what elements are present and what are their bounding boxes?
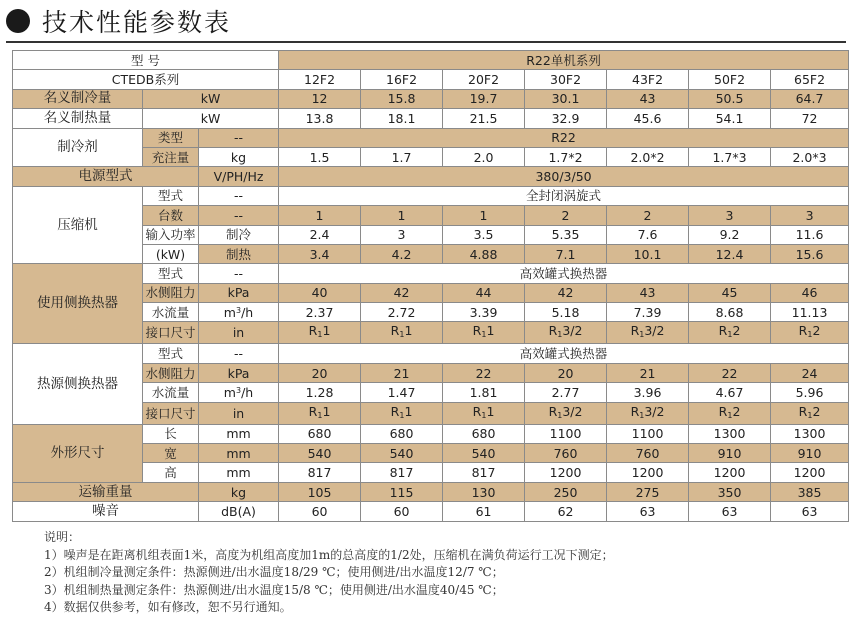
note-line: 2）机组制冷量测定条件：热源侧进/出水温度18/29 ℃；使用侧进/出水温度12/7 ℃；	[44, 565, 504, 580]
value-cell: 13.8	[279, 109, 361, 128]
sub-label: 接口尺寸	[143, 402, 199, 424]
group-label: 制冷剂	[13, 128, 143, 167]
value-cell: 2	[607, 206, 689, 225]
value-cell: 42	[525, 283, 607, 302]
sub-label: 型式	[143, 186, 199, 205]
value-cell: 910	[689, 444, 771, 463]
sub-label: 类型	[143, 128, 199, 147]
value-cell: 10.1	[607, 244, 689, 263]
value-cell: 12F2	[279, 70, 361, 89]
unit-cell: --	[199, 264, 279, 283]
sub-label: 充注量	[143, 147, 199, 166]
value-cell: 5.35	[525, 225, 607, 244]
value-cell: 61	[443, 502, 525, 521]
value-cell: 43	[607, 283, 689, 302]
table-row	[13, 128, 849, 147]
value-cell: 3.5	[443, 225, 525, 244]
value-cell: $R_11$	[361, 402, 443, 424]
sub-label: 型式	[143, 264, 199, 283]
unit-cell: mm	[199, 444, 279, 463]
value-cell: $R_11$	[361, 322, 443, 344]
sub-label: 长	[143, 424, 199, 443]
group-label: 外形尺寸	[13, 424, 143, 482]
value-cell: $R_12$	[689, 402, 771, 424]
value-cell: 21	[361, 363, 443, 382]
value-cell: 1200	[771, 463, 849, 482]
value-cell: 20	[525, 363, 607, 382]
unit-cell: dB(A)	[199, 502, 279, 521]
sub-label: 输入功率	[143, 225, 199, 244]
unit-cell: --	[199, 344, 279, 363]
value-cell: 9.2	[689, 225, 771, 244]
value-cell: 22	[443, 363, 525, 382]
value-cell: 1200	[689, 463, 771, 482]
value-cell: 4.88	[443, 244, 525, 263]
value-cell: 11.6	[771, 225, 849, 244]
value-cell: 24	[771, 363, 849, 382]
value-cell: 540	[361, 444, 443, 463]
value-cell: 2.77	[525, 383, 607, 402]
value-cell: 1.7	[361, 147, 443, 166]
value-cell: 1200	[525, 463, 607, 482]
unit-cell: in	[199, 322, 279, 344]
value-cell: 380/3/50	[279, 167, 849, 186]
unit-cell: kW	[143, 89, 279, 108]
notes	[44, 529, 614, 617]
value-cell: 高效罐式换热器	[279, 344, 849, 363]
unit-cell: kPa	[199, 363, 279, 382]
value-cell: 12.4	[689, 244, 771, 263]
value-cell: 21.5	[443, 109, 525, 128]
value-cell: 1100	[607, 424, 689, 443]
unit-cell: kPa	[199, 283, 279, 302]
page-title	[6, 4, 231, 38]
value-cell: 1.7*2	[525, 147, 607, 166]
value-cell: $R_13/2$	[607, 322, 689, 344]
value-cell: 45.6	[607, 109, 689, 128]
value-cell: 8.68	[689, 303, 771, 322]
value-cell: 105	[279, 482, 361, 501]
value-cell: 910	[771, 444, 849, 463]
value-cell: $R_11$	[279, 322, 361, 344]
unit-cell: mm	[199, 463, 279, 482]
value-cell: 760	[525, 444, 607, 463]
value-cell: 5.18	[525, 303, 607, 322]
unit-cell: 制冷	[199, 225, 279, 244]
bullet-icon	[6, 9, 30, 33]
value-cell: 54.1	[689, 109, 771, 128]
value-cell: 7.6	[607, 225, 689, 244]
value-cell: 46	[771, 283, 849, 302]
value-cell: 385	[771, 482, 849, 501]
note-line: 4）数据仅供参考，如有修改，恕不另行通知。	[44, 600, 292, 615]
value-cell: 16F2	[361, 70, 443, 89]
value-cell: 19.7	[443, 89, 525, 108]
value-cell: $R_12$	[689, 322, 771, 344]
value-cell: 4.2	[361, 244, 443, 263]
value-cell: 12	[279, 89, 361, 108]
value-cell: 15.8	[361, 89, 443, 108]
value-cell: 2.0*2	[607, 147, 689, 166]
series-label-cell: CTEDB系列	[13, 70, 279, 89]
value-cell: 11.13	[771, 303, 849, 322]
value-cell: 350	[689, 482, 771, 501]
value-cell: 1.28	[279, 383, 361, 402]
value-cell: 3.39	[443, 303, 525, 322]
value-cell: 1.7*3	[689, 147, 771, 166]
value-cell: 1300	[771, 424, 849, 443]
table-row	[13, 186, 849, 205]
value-cell: 540	[279, 444, 361, 463]
group-label: 使用侧换热器	[13, 264, 143, 344]
sub-label: 高	[143, 463, 199, 482]
value-cell: $R_11$	[443, 402, 525, 424]
value-cell: $R_11$	[279, 402, 361, 424]
value-cell: R22	[279, 128, 849, 147]
value-cell: $R_13/2$	[607, 402, 689, 424]
value-cell: 3	[771, 206, 849, 225]
unit-cell: V/PH/Hz	[199, 167, 279, 186]
unit-cell: kg	[199, 147, 279, 166]
table-row	[13, 264, 849, 283]
table-row	[13, 70, 849, 89]
value-cell: 2.37	[279, 303, 361, 322]
value-cell: 15.6	[771, 244, 849, 263]
value-cell: 680	[443, 424, 525, 443]
sub-label: 水侧阻力	[143, 363, 199, 382]
unit-cell: 制热	[199, 244, 279, 263]
unit-cell: mm	[199, 424, 279, 443]
row-label: 噪音	[13, 502, 199, 521]
value-cell: 1	[361, 206, 443, 225]
value-cell: 817	[279, 463, 361, 482]
value-cell: $R_11$	[443, 322, 525, 344]
value-cell: 30.1	[525, 89, 607, 108]
value-cell: 43	[607, 89, 689, 108]
value-cell: 115	[361, 482, 443, 501]
value-cell: 50.5	[689, 89, 771, 108]
value-cell: 2.0	[443, 147, 525, 166]
title-divider	[6, 41, 846, 43]
value-cell: 45	[689, 283, 771, 302]
table-row	[13, 89, 849, 108]
value-cell: 1.47	[361, 383, 443, 402]
value-cell: 22	[689, 363, 771, 382]
unit-cell: kg	[199, 482, 279, 501]
value-cell: 3	[361, 225, 443, 244]
table-row	[13, 344, 849, 363]
value-cell: 32.9	[525, 109, 607, 128]
value-cell: 21	[607, 363, 689, 382]
sub-label: 水侧阻力	[143, 283, 199, 302]
value-cell: $R_12$	[771, 402, 849, 424]
value-cell: 250	[525, 482, 607, 501]
value-cell: 43F2	[607, 70, 689, 89]
value-cell: 5.96	[771, 383, 849, 402]
row-label: 运输重量	[13, 482, 199, 501]
row-label: 名义制热量	[13, 109, 143, 128]
value-cell: 680	[361, 424, 443, 443]
unit-cell: in	[199, 402, 279, 424]
value-cell: 50F2	[689, 70, 771, 89]
value-cell: 2.72	[361, 303, 443, 322]
value-cell: 62	[525, 502, 607, 521]
value-cell: 680	[279, 424, 361, 443]
note-line: 1）噪声是在距离机组表面1米，高度为机组高度加1m的总高度的1/2处，压缩机在满负荷运行工况下测定；	[44, 547, 614, 562]
unit-cell: --	[199, 128, 279, 147]
model-label-cell: 型 号	[13, 51, 279, 70]
value-cell: 20	[279, 363, 361, 382]
series-group-header: R22单机系列	[279, 51, 849, 70]
value-cell: 540	[443, 444, 525, 463]
value-cell: 1.81	[443, 383, 525, 402]
title-text: 技术性能参数表	[42, 8, 232, 37]
value-cell: 1100	[525, 424, 607, 443]
value-cell: 18.1	[361, 109, 443, 128]
value-cell: 3	[689, 206, 771, 225]
unit-cell: $m^3/h$	[199, 303, 279, 322]
row-label: 电源型式	[13, 167, 199, 186]
note-line: 3）机组制热量测定条件：热源侧进/出水温度15/8 ℃；使用侧进/出水温度40/45 ℃；	[44, 582, 504, 597]
value-cell: 全封闭涡旋式	[279, 186, 849, 205]
value-cell: 7.39	[607, 303, 689, 322]
value-cell: $R_13/2$	[525, 402, 607, 424]
unit-cell: kW	[143, 109, 279, 128]
value-cell: 65F2	[771, 70, 849, 89]
value-cell: 7.1	[525, 244, 607, 263]
note-line: 说明：	[44, 530, 81, 544]
table-row	[13, 167, 849, 186]
value-cell: 1.5	[279, 147, 361, 166]
value-cell: 3.96	[607, 383, 689, 402]
value-cell: 72	[771, 109, 849, 128]
unit-cell: --	[199, 186, 279, 205]
value-cell: 1	[279, 206, 361, 225]
group-label: 热源侧换热器	[13, 344, 143, 424]
value-cell: 817	[443, 463, 525, 482]
sub-label: 水流量	[143, 303, 199, 322]
table-row	[13, 109, 849, 128]
sub-label: 型式	[143, 344, 199, 363]
sub-label: 宽	[143, 444, 199, 463]
sub-label: 接口尺寸	[143, 322, 199, 344]
value-cell: 4.67	[689, 383, 771, 402]
table-row	[13, 482, 849, 501]
value-cell: 30F2	[525, 70, 607, 89]
value-cell: 130	[443, 482, 525, 501]
value-cell: $R_13/2$	[525, 322, 607, 344]
sub-label: 水流量	[143, 383, 199, 402]
value-cell: 760	[607, 444, 689, 463]
value-cell: 817	[361, 463, 443, 482]
value-cell: 64.7	[771, 89, 849, 108]
group-label: 压缩机	[13, 186, 143, 264]
value-cell: 40	[279, 283, 361, 302]
unit-cell: $m^3/h$	[199, 383, 279, 402]
table-row	[13, 502, 849, 521]
value-cell: 42	[361, 283, 443, 302]
value-cell: 2	[525, 206, 607, 225]
sub-label: (kW)	[143, 244, 199, 263]
value-cell: 275	[607, 482, 689, 501]
value-cell: 60	[279, 502, 361, 521]
table-row	[13, 424, 849, 443]
table-row	[13, 51, 849, 70]
spec-table	[12, 50, 849, 522]
value-cell: 3.4	[279, 244, 361, 263]
value-cell: 1200	[607, 463, 689, 482]
sub-label: 台数	[143, 206, 199, 225]
value-cell: 63	[689, 502, 771, 521]
row-label: 名义制冷量	[13, 89, 143, 108]
value-cell: $R_12$	[771, 322, 849, 344]
value-cell: 63	[607, 502, 689, 521]
value-cell: 63	[771, 502, 849, 521]
value-cell: 2.4	[279, 225, 361, 244]
value-cell: 1300	[689, 424, 771, 443]
value-cell: 44	[443, 283, 525, 302]
value-cell: 60	[361, 502, 443, 521]
value-cell: 20F2	[443, 70, 525, 89]
value-cell: 1	[443, 206, 525, 225]
unit-cell: --	[199, 206, 279, 225]
value-cell: 2.0*3	[771, 147, 849, 166]
value-cell: 高效罐式换热器	[279, 264, 849, 283]
